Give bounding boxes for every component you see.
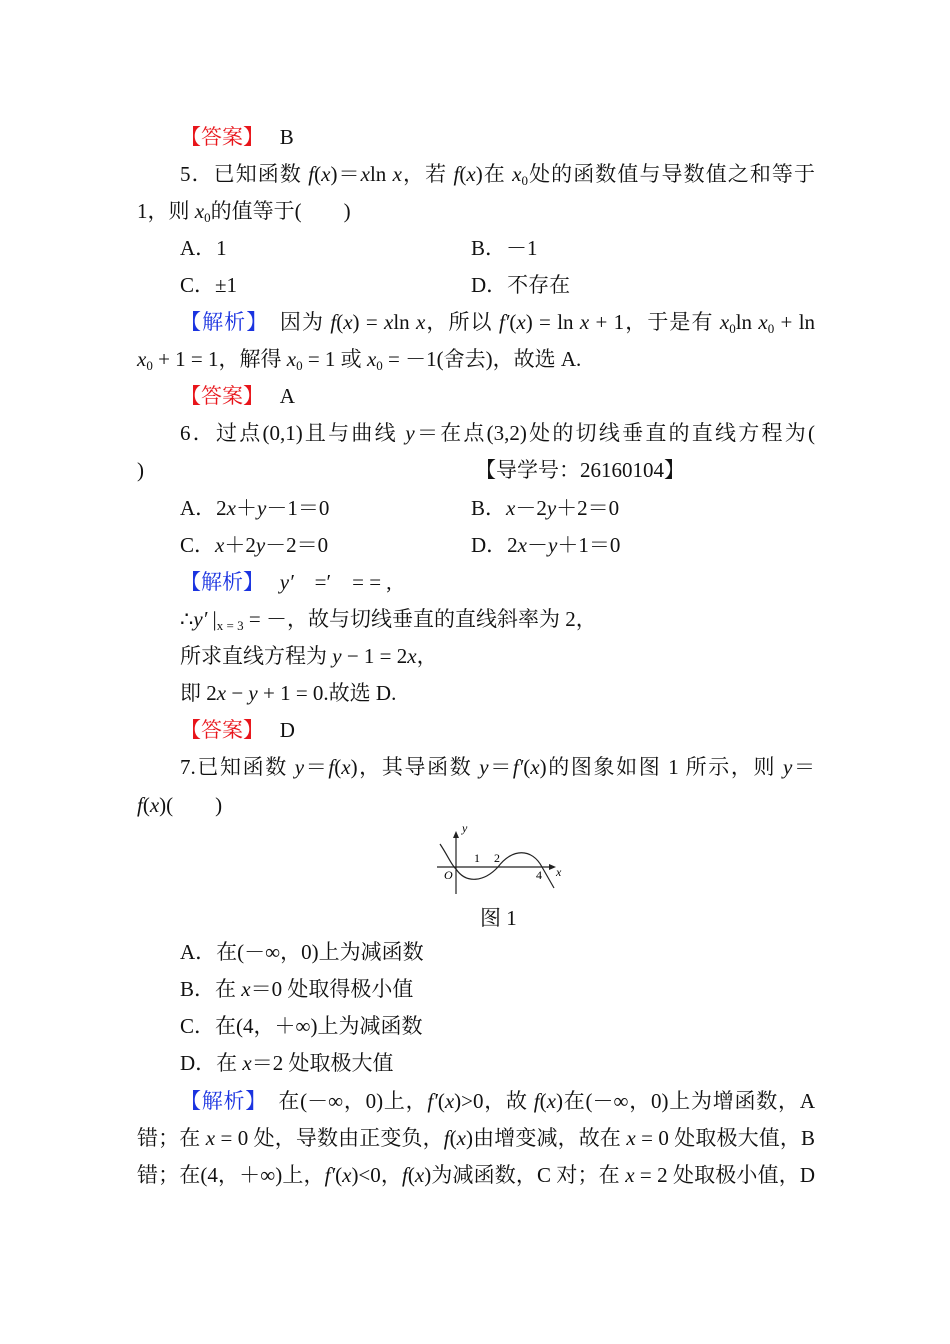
- text-segment: (: [449, 1126, 457, 1150]
- text-segment: x: [384, 310, 394, 334]
- text-line: [137, 457, 144, 483]
- text-segment: (: [334, 755, 342, 779]
- analysis-label: 【解析】: [180, 570, 254, 594]
- text-segment: x: [241, 977, 251, 1001]
- text-segment: x: [416, 310, 426, 334]
- text-segment: ＝0 处取得极小值: [250, 977, 414, 1001]
- text-segment: x: [466, 162, 476, 186]
- text-segment: x: [444, 1089, 455, 1113]
- text-segment: ＋2: [224, 533, 256, 557]
- text-segment: = －1(舍去)，故选 A.: [382, 347, 582, 371]
- text-segment: D．不存在: [471, 273, 571, 297]
- text-line: [180, 1088, 815, 1114]
- text-line: [180, 161, 815, 194]
- text-segment: －2＝0: [265, 533, 329, 557]
- text-segment: |: [207, 607, 217, 631]
- text-line: [180, 309, 815, 342]
- text-segment: x: [205, 1126, 216, 1150]
- text-segment: = 0 处取极大值，B: [635, 1126, 816, 1150]
- text-segment: A．在(－∞，0)上为减函数: [180, 940, 424, 964]
- text-segment: D．2: [471, 533, 518, 557]
- text-segment: y′: [279, 570, 294, 594]
- text-segment: 所求直线方程为: [180, 644, 333, 668]
- text-segment: ln: [393, 310, 416, 334]
- text-segment: f: [330, 310, 337, 334]
- text-line: [180, 717, 295, 743]
- text-line-column-2: [471, 235, 538, 261]
- text-segment: ＋1＝0: [557, 533, 621, 557]
- text-segment: 7.已知函数: [180, 755, 295, 779]
- text-segment: (: [336, 310, 344, 334]
- text-segment: x: [194, 199, 205, 223]
- x-axis-label: x: [556, 865, 562, 879]
- text-segment: ＝在点(3,2)处的切线垂直的直线方程为(: [414, 421, 815, 445]
- text-segment: f: [328, 755, 335, 779]
- text-segment: y: [255, 533, 266, 557]
- text-segment: (: [539, 1089, 547, 1113]
- text-segment: ＝2 处取极大值: [251, 1051, 394, 1075]
- text-segment: (: [407, 1163, 415, 1187]
- text-segment: A．2: [180, 496, 227, 520]
- text-segment: y: [405, 421, 415, 445]
- text-segment: x: [216, 681, 227, 705]
- text-segment: + 1，于是有: [589, 310, 720, 334]
- text-segment: x = 3: [216, 618, 244, 633]
- text-segment: f: [443, 1126, 450, 1150]
- text-segment: x: [366, 347, 377, 371]
- text-line: [180, 1050, 394, 1076]
- text-line-column-2: [471, 495, 619, 521]
- text-segment: 即 2: [180, 681, 217, 705]
- text-segment: 0: [521, 173, 528, 188]
- text-segment: ∴: [180, 607, 194, 631]
- text-line: [180, 976, 413, 1002]
- text-segment: B: [253, 125, 294, 149]
- text-segment: y: [548, 533, 558, 557]
- text-segment: －: [527, 533, 548, 557]
- text-segment: (: [314, 162, 322, 186]
- text-line: [137, 792, 222, 818]
- text-segment: − 1 = 2: [341, 644, 408, 668]
- text-segment: )，其导函数: [350, 755, 480, 779]
- text-segment: x: [456, 1126, 466, 1150]
- text-segment: －2: [515, 496, 547, 520]
- text-segment: y′: [193, 607, 208, 631]
- text-segment: f′: [427, 1089, 438, 1113]
- text-segment: f′: [498, 310, 510, 334]
- text-line-column-2: [475, 457, 685, 483]
- text-segment: C．±1: [180, 273, 238, 297]
- text-segment: ，所以: [425, 310, 499, 334]
- text-segment: ln: [735, 310, 759, 334]
- text-segment: = －，故与切线垂直的直线斜率为 2，: [243, 607, 597, 631]
- text-segment: y: [257, 496, 267, 520]
- text-segment: f: [137, 793, 143, 817]
- text-segment: ) = ln: [525, 310, 580, 334]
- text-segment: A: [253, 384, 295, 408]
- text-line: [180, 680, 396, 706]
- text-line: [180, 606, 597, 639]
- text-segment: ln: [369, 162, 393, 186]
- text-segment: 因为: [257, 310, 331, 334]
- text-segment: )<0，: [351, 1163, 403, 1187]
- text-segment: y: [479, 755, 489, 779]
- text-segment: x: [242, 1051, 252, 1075]
- text-segment: x: [516, 310, 526, 334]
- text-line: [180, 939, 424, 965]
- text-line-column-2: [471, 532, 620, 558]
- tick-label-4: 4: [536, 868, 542, 882]
- text-segment: x: [321, 162, 331, 186]
- text-segment: 0: [146, 358, 153, 373]
- text-segment: x: [342, 1163, 352, 1187]
- text-segment: y: [248, 681, 258, 705]
- text-segment: A．1: [180, 236, 227, 260]
- text-line: [180, 420, 815, 446]
- text-segment: f: [308, 162, 315, 186]
- text-segment: x: [546, 1089, 556, 1113]
- tick-label-1: 1: [474, 851, 480, 865]
- text-segment: f′: [512, 755, 524, 779]
- text-line: [180, 532, 328, 558]
- text-segment: ＝: [792, 755, 816, 779]
- text-line: [180, 1013, 422, 1039]
- text-segment: 的值等于( ): [210, 199, 351, 223]
- tick-label-2: 2: [494, 851, 500, 865]
- text-segment: 0: [296, 358, 303, 373]
- text-segment: x: [137, 347, 147, 371]
- text-segment: x: [360, 162, 370, 186]
- text-segment: f: [533, 1089, 540, 1113]
- text-segment: (: [459, 162, 467, 186]
- text-segment: x: [407, 644, 417, 668]
- text-segment: x: [286, 347, 297, 371]
- text-segment: 处的函数值与导数值之和等于: [528, 162, 816, 186]
- text-segment: ，: [416, 644, 438, 668]
- text-segment: x: [506, 496, 516, 520]
- text-line: [180, 754, 815, 780]
- y-axis-label: y: [462, 826, 468, 835]
- text-segment: ＋2＝0: [556, 496, 620, 520]
- text-segment: −: [226, 681, 249, 705]
- text-segment: f: [453, 162, 460, 186]
- text-line-column-2: [471, 272, 570, 298]
- text-segment: x: [579, 310, 590, 334]
- answer-label: 【答案】: [180, 384, 254, 408]
- text-segment: f: [402, 1163, 408, 1187]
- text-segment: 0: [376, 358, 383, 373]
- text-segment: x: [626, 1126, 636, 1150]
- text-segment: 0: [767, 321, 775, 336]
- text-segment: f′: [324, 1163, 336, 1187]
- text-segment: x: [341, 755, 351, 779]
- text-segment: (: [523, 755, 531, 779]
- text-line: [137, 198, 351, 231]
- text-segment: B．在: [180, 977, 242, 1001]
- text-segment: 0: [204, 210, 211, 225]
- text-segment: 0: [729, 321, 736, 336]
- analysis-label: 【解析】: [180, 310, 258, 334]
- text-segment: D．在: [180, 1051, 243, 1075]
- text-segment: y: [294, 755, 305, 779]
- text-segment: ＝: [488, 755, 513, 779]
- text-line: [180, 235, 227, 261]
- text-segment: ): [137, 458, 144, 482]
- text-segment: = 2 处取极小值，D: [634, 1163, 815, 1187]
- text-segment: 在(－∞，0)上，: [256, 1089, 428, 1113]
- text-segment: x: [517, 533, 527, 557]
- text-segment: B．: [471, 496, 507, 520]
- text-segment: x: [758, 310, 768, 334]
- text-segment: + 1 = 1，解得: [152, 347, 287, 371]
- text-segment: x: [149, 793, 160, 817]
- text-segment: ，若: [401, 162, 454, 186]
- text-segment: C．: [180, 533, 216, 557]
- text-segment: 5．已知函数: [180, 162, 309, 186]
- text-segment: = 0 处，导数由正变负，: [215, 1126, 444, 1150]
- text-segment: )为减函数，C 对；在: [424, 1163, 626, 1187]
- text-segment: 错；在: [137, 1126, 206, 1150]
- derivative-graph-figure: [432, 826, 562, 896]
- text-segment: x: [215, 533, 225, 557]
- text-segment: x: [226, 496, 236, 520]
- origin-label: O: [444, 868, 453, 882]
- analysis-label: 【解析】: [180, 1089, 257, 1113]
- text-segment: y: [783, 755, 793, 779]
- text-segment: B．－1: [471, 236, 538, 260]
- text-segment: x: [343, 310, 353, 334]
- text-segment: )>0，故: [454, 1089, 534, 1113]
- text-segment: x: [530, 755, 540, 779]
- text-segment: = 1 或: [302, 347, 367, 371]
- text-line: [180, 643, 438, 669]
- text-line: [137, 1125, 815, 1151]
- text-segment: x: [719, 310, 730, 334]
- text-segment: (: [142, 793, 150, 817]
- text-segment: 1，则: [137, 199, 195, 223]
- text-segment: + 1 = 0.故选 D.: [257, 681, 397, 705]
- text-segment: (: [509, 310, 517, 334]
- text-segment: y: [332, 644, 342, 668]
- text-segment: D: [253, 718, 295, 742]
- text-segment: ＋: [236, 496, 257, 520]
- text-line: [180, 495, 329, 521]
- text-line: [137, 346, 581, 379]
- text-line: [137, 1162, 815, 1188]
- answer-label: 【答案】: [180, 125, 254, 149]
- text-segment: y: [546, 496, 557, 520]
- text-line: [180, 569, 392, 595]
- text-segment: )＝: [330, 162, 361, 186]
- figure-caption: 图 1: [480, 906, 517, 930]
- text-segment: )的图象如图 1 所示，则: [539, 755, 784, 779]
- text-line: [180, 272, 237, 298]
- text-segment: ＝: [304, 755, 329, 779]
- text-segment: 【导学号：26160104】: [475, 458, 685, 482]
- text-segment: )在(－∞，0)上为增函数，A: [555, 1089, 815, 1113]
- answer-label: 【答案】: [180, 718, 254, 742]
- text-segment: x: [392, 162, 402, 186]
- text-segment: )在: [475, 162, 513, 186]
- x-axis-arrow-icon: [549, 864, 556, 870]
- text-segment: (: [437, 1089, 445, 1113]
- text-segment: ) =: [352, 310, 384, 334]
- text-segment: 6．过点(0,1)且与曲线: [180, 421, 406, 445]
- y-axis-arrow-icon: [453, 831, 459, 838]
- text-segment: + ln: [774, 310, 816, 334]
- text-segment: (: [335, 1163, 343, 1187]
- text-segment: )( ): [159, 793, 223, 817]
- text-line: [180, 383, 295, 409]
- text-segment: 错；在(4，＋∞)上，: [137, 1163, 325, 1187]
- text-segment: )由增变减，故在: [465, 1126, 627, 1150]
- text-segment: －1＝0: [266, 496, 330, 520]
- text-line: [180, 124, 294, 150]
- text-segment: =′ = = ,: [293, 570, 392, 594]
- text-segment: [254, 570, 280, 594]
- text-segment: x: [625, 1163, 635, 1187]
- text-segment: C．在(4，＋∞)上为减函数: [180, 1014, 423, 1038]
- text-segment: x: [414, 1163, 425, 1187]
- text-segment: x: [512, 162, 522, 186]
